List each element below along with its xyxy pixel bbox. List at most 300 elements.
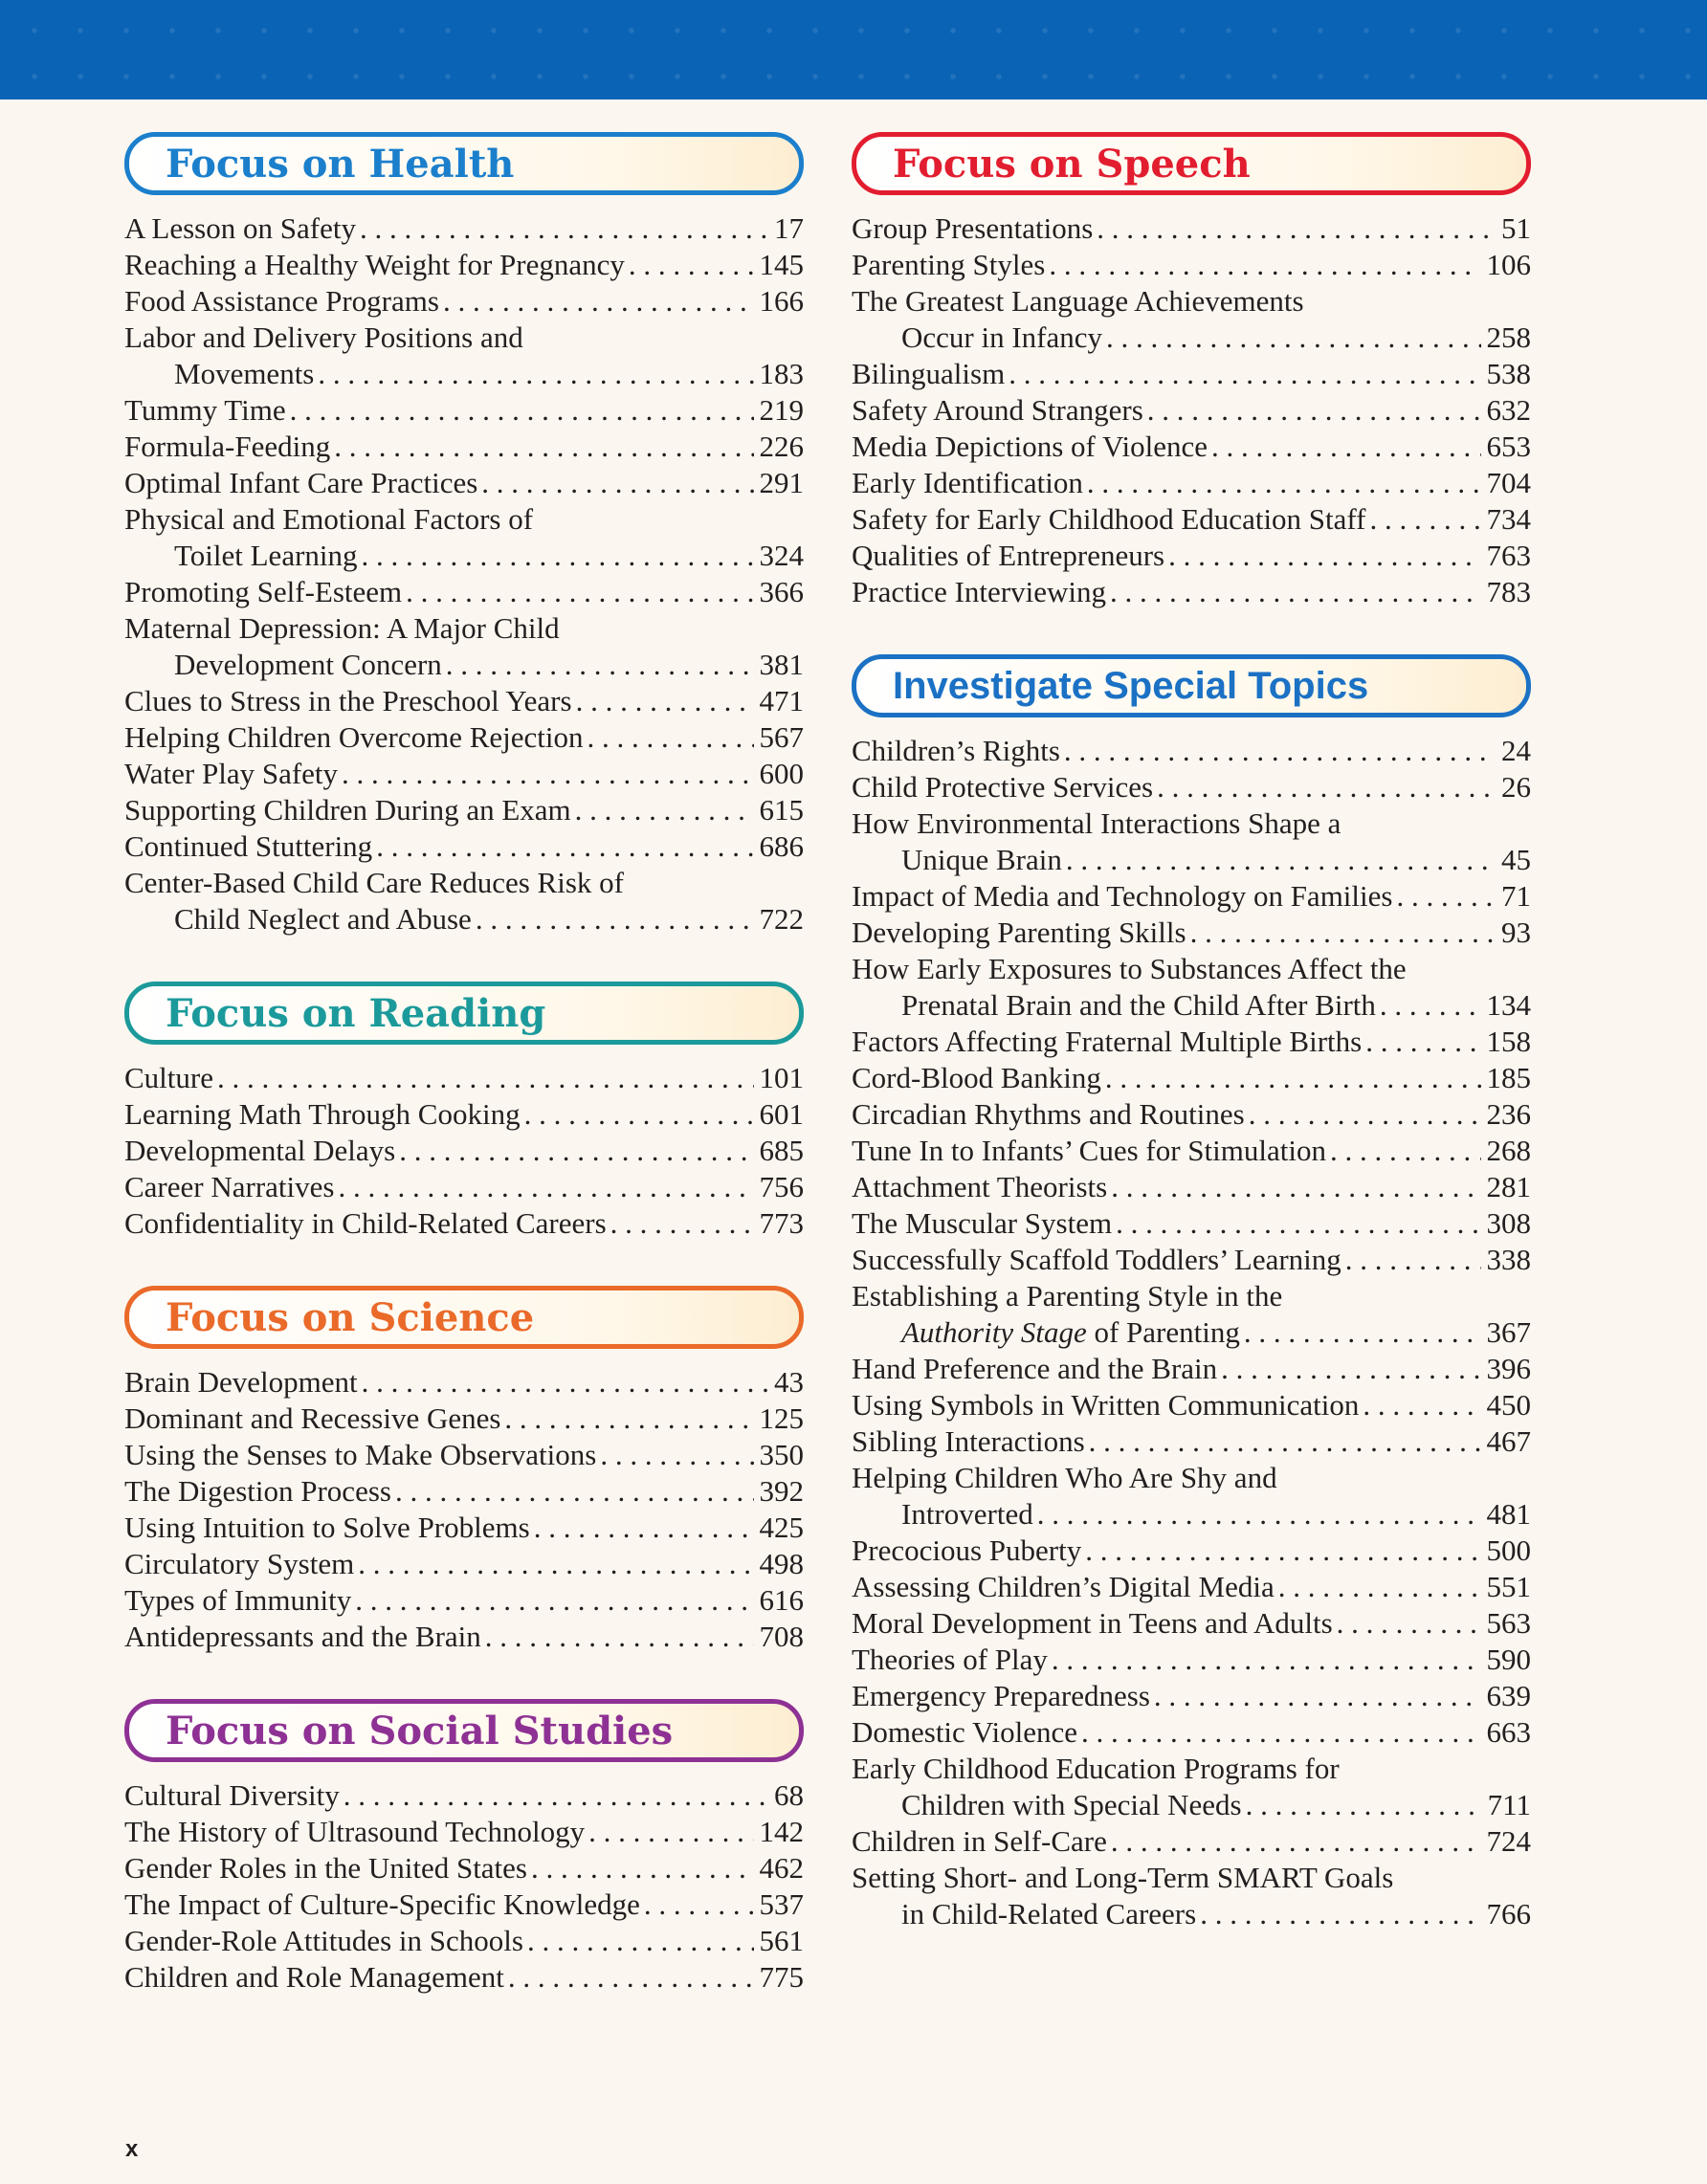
toc-line [124, 1546, 804, 1582]
entry-title: Helping Children Who Are Shy and [852, 1461, 1277, 1494]
toc-line [124, 647, 804, 683]
toc-entry [124, 392, 804, 429]
entry-title: Types of Immunity [124, 1583, 352, 1617]
dot-leader [1278, 1569, 1481, 1605]
dot-leader [1111, 1823, 1481, 1860]
entry-title-continued: Occur in Infancy [901, 320, 1103, 354]
dot-leader [508, 1959, 754, 1996]
toc-entry [124, 1582, 804, 1619]
toc-entry [852, 1714, 1531, 1751]
toc-entry [124, 1850, 804, 1886]
page-number: 500 [1486, 1533, 1531, 1567]
section-title: Investigate Special Topics [893, 664, 1369, 707]
toc-entry [852, 1642, 1531, 1678]
entry-title-wrap [901, 842, 1066, 878]
toc-line [124, 247, 804, 283]
dot-leader [576, 683, 754, 719]
page-number: 350 [759, 1438, 804, 1471]
entry-title: Helping Children Overcome Rejection [124, 720, 584, 754]
toc-line [852, 1787, 1531, 1823]
toc-entry [124, 828, 804, 865]
toc-line [852, 1823, 1531, 1860]
page-number: 590 [1486, 1643, 1531, 1676]
toc-entry [124, 792, 804, 828]
page-number: 708 [759, 1620, 804, 1653]
dot-leader [1168, 538, 1480, 574]
toc-line [852, 1314, 1531, 1351]
entry-title-italic: Authority Stage [901, 1315, 1087, 1349]
dot-leader [334, 429, 753, 465]
toc-entry [124, 683, 804, 719]
page-number: 381 [759, 648, 804, 681]
page-number: 324 [759, 539, 804, 572]
toc-line [124, 1364, 804, 1401]
entry-title-wrap [174, 538, 362, 574]
entry-title: Tummy Time [124, 393, 286, 427]
toc-entry [124, 1510, 804, 1546]
toc-entry [124, 320, 804, 392]
dot-leader [629, 247, 754, 283]
dot-leader [1085, 1533, 1480, 1569]
toc-entry [124, 610, 804, 683]
entry-title-wrap [174, 356, 318, 392]
toc-entry [852, 356, 1531, 392]
entry-title: Circulatory System [124, 1547, 355, 1580]
toc-entry [852, 1133, 1531, 1169]
page-number: 471 [759, 684, 804, 717]
toc-entry [124, 1401, 804, 1437]
toc-line [124, 1473, 804, 1510]
toc-entry [124, 465, 804, 501]
entry-title: Culture [124, 1061, 213, 1094]
page-number: 773 [759, 1206, 804, 1240]
dot-leader [1157, 769, 1496, 805]
dot-leader [399, 1133, 753, 1169]
page-number: 722 [759, 902, 804, 936]
entry-title: Formula-Feeding [124, 430, 331, 463]
dot-leader [446, 647, 754, 683]
toc-line [124, 574, 804, 610]
entry-list [852, 210, 1531, 610]
page-number: 766 [1486, 1897, 1531, 1930]
toc-entry [852, 1351, 1531, 1387]
toc-line [852, 1205, 1531, 1242]
page-number: 258 [1486, 320, 1531, 354]
entry-title: Using the Senses to Make Observations [124, 1438, 597, 1471]
dot-leader [1110, 574, 1481, 610]
entry-title: Attachment Theorists [852, 1170, 1108, 1203]
page-number: 338 [1486, 1243, 1531, 1276]
entry-title: A Lesson on Safety [124, 211, 356, 245]
toc-line [852, 320, 1531, 356]
toc-entry [852, 1533, 1531, 1569]
page-number: 704 [1486, 466, 1531, 499]
entry-list [124, 210, 804, 938]
entry-title: Career Narratives [124, 1170, 335, 1203]
dot-leader [1244, 1314, 1481, 1351]
toc-line [124, 429, 804, 465]
section-title: Focus on Health [166, 141, 515, 187]
toc-line [124, 756, 804, 792]
toc-entry [124, 1886, 804, 1923]
page-number: 183 [759, 357, 804, 390]
dot-leader [395, 1473, 754, 1510]
entry-title: Using Symbols in Written Communication [852, 1388, 1360, 1422]
toc-entry [124, 1096, 804, 1133]
dot-leader [588, 1814, 753, 1850]
entry-title-continued: Children with Special Needs [901, 1788, 1242, 1821]
page-number: 783 [1486, 575, 1531, 608]
page-number: 763 [1486, 539, 1531, 572]
section-focus-on-reading [124, 982, 804, 1242]
entry-title: Gender Roles in the United States [124, 1851, 527, 1885]
toc-entry [124, 247, 804, 283]
toc-line [124, 1923, 804, 1959]
toc-entry [852, 465, 1531, 501]
dot-leader [1064, 733, 1496, 769]
toc-entry [124, 1364, 804, 1401]
entry-title-continued: in Child-Related Careers [901, 1897, 1197, 1930]
top-color-band [0, 0, 1707, 99]
toc-line [852, 769, 1531, 805]
toc-line [124, 1619, 804, 1655]
toc-entry [852, 1423, 1531, 1460]
toc-line [852, 1533, 1531, 1569]
toc-line [852, 987, 1531, 1024]
toc-line [124, 1510, 804, 1546]
toc-entry [852, 1205, 1531, 1242]
section-header [124, 982, 804, 1045]
toc-entry [852, 1860, 1531, 1932]
toc-line [852, 1024, 1531, 1060]
dot-leader [1081, 1714, 1480, 1751]
entry-title-wrap [174, 647, 446, 683]
toc-entry [124, 1473, 804, 1510]
dot-leader [1009, 356, 1480, 392]
entry-title-continued: Toilet Learning [174, 539, 358, 572]
page-number: 71 [1501, 879, 1531, 913]
dot-leader [1087, 465, 1481, 501]
toc-line [124, 1777, 804, 1814]
entry-title: Cultural Diversity [124, 1778, 340, 1812]
toc-line [124, 538, 804, 574]
page-number: 166 [759, 284, 804, 318]
entry-title: Safety for Early Childhood Education Staff [852, 502, 1366, 536]
toc-line [124, 1814, 804, 1850]
toc-entry [124, 1546, 804, 1582]
toc-entry [124, 429, 804, 465]
toc-line [852, 574, 1531, 610]
toc-line [124, 1205, 804, 1242]
dot-leader [1037, 1496, 1481, 1533]
toc-line [852, 538, 1531, 574]
toc-entry [852, 1569, 1531, 1605]
page-number: 134 [1486, 988, 1531, 1022]
entry-title: Assessing Children’s Digital Media [852, 1570, 1275, 1603]
entry-list [124, 1060, 804, 1242]
dot-leader [1345, 1242, 1481, 1278]
dot-leader [1246, 1787, 1482, 1823]
entry-title: Moral Development in Teens and Adults [852, 1606, 1333, 1640]
toc-line [852, 1423, 1531, 1460]
toc-line [124, 1959, 804, 1996]
entry-title: Using Intuition to Solve Problems [124, 1511, 530, 1544]
entry-title: Child Protective Services [852, 770, 1154, 804]
entry-title: Food Assistance Programs [124, 284, 439, 318]
dot-leader [344, 1777, 768, 1814]
entry-title: The History of Ultrasound Technology [124, 1815, 586, 1848]
toc-line [124, 1096, 804, 1133]
toc-line [852, 247, 1531, 283]
toc-entry [852, 1823, 1531, 1860]
entry-list [852, 733, 1531, 1932]
section-title: Focus on Social Studies [166, 1708, 674, 1754]
toc-line [124, 683, 804, 719]
section-header [852, 654, 1531, 717]
page-number: 142 [759, 1815, 804, 1848]
toc-entry [852, 1387, 1531, 1423]
dot-leader [1066, 842, 1496, 878]
dot-leader [406, 574, 753, 610]
entry-title: Establishing a Parenting Style in the [852, 1279, 1283, 1313]
toc-entry [124, 1169, 804, 1205]
entry-title: Early Childhood Education Programs for [852, 1752, 1340, 1785]
toc-line [852, 1242, 1531, 1278]
dot-leader [1396, 878, 1496, 915]
entry-title: Theories of Play [852, 1643, 1048, 1676]
page-number: 653 [1486, 430, 1531, 463]
toc-entry [852, 501, 1531, 538]
page-number: 537 [759, 1887, 804, 1921]
entry-title: Group Presentations [852, 211, 1094, 245]
entry-title: Media Depictions of Violence [852, 430, 1208, 463]
dot-leader [524, 1096, 754, 1133]
entry-title: Maternal Depression: A Major Child [124, 611, 560, 645]
dot-leader [217, 1060, 754, 1096]
entry-title-continued: Movements [174, 357, 315, 390]
dot-leader [600, 1437, 753, 1473]
dot-leader [290, 392, 754, 429]
toc-entry [124, 574, 804, 610]
entry-title: The Digestion Process [124, 1474, 391, 1508]
dot-leader [1221, 1351, 1480, 1387]
dot-leader [575, 792, 754, 828]
dot-leader [1337, 1605, 1481, 1642]
entry-title: How Early Exposures to Substances Affect the [852, 952, 1407, 985]
entry-title-continued: Introverted [901, 1497, 1033, 1531]
toc-entry [852, 247, 1531, 283]
page-number: 425 [759, 1511, 804, 1544]
dot-leader [355, 1582, 753, 1619]
dot-leader [1116, 1205, 1480, 1242]
entry-title-continued: Development Concern [174, 648, 442, 681]
toc-entry [124, 283, 804, 320]
page-number: 734 [1486, 502, 1531, 536]
entry-title: Practice Interviewing [852, 575, 1106, 608]
page-number: 498 [759, 1547, 804, 1580]
toc-entry [124, 756, 804, 792]
entry-title: Children in Self-Care [852, 1824, 1107, 1858]
dot-leader [376, 828, 753, 865]
page-number: 101 [759, 1061, 804, 1094]
page-number: 663 [1486, 1715, 1531, 1749]
entry-title: Children and Role Management [124, 1960, 504, 1994]
page-number: 366 [759, 575, 804, 608]
entry-title: Reaching a Healthy Weight for Pregnancy [124, 248, 625, 281]
toc-line [124, 719, 804, 756]
page-number: 561 [759, 1924, 804, 1957]
entry-title: Confidentiality in Child-Related Careers [124, 1206, 607, 1240]
toc-line [852, 1642, 1531, 1678]
page-number: 308 [1486, 1206, 1531, 1240]
dot-leader [318, 356, 753, 392]
page-number: 538 [1486, 357, 1531, 390]
dot-leader [1200, 1896, 1480, 1932]
page-number: 236 [1486, 1097, 1531, 1131]
toc-entry [852, 878, 1531, 915]
page-number: 481 [1486, 1497, 1531, 1531]
page-number: 632 [1486, 393, 1531, 427]
dot-leader [1089, 1423, 1481, 1460]
section-investigate-special-topics [852, 654, 1531, 1932]
page-number: 219 [759, 393, 804, 427]
toc-line [852, 392, 1531, 429]
section-title: Focus on Science [166, 1294, 535, 1340]
entry-title: The Impact of Culture-Specific Knowledge [124, 1887, 640, 1921]
entry-title-continued: Child Neglect and Abuse [174, 902, 472, 936]
page-number: 226 [759, 430, 804, 463]
toc-entry [852, 1605, 1531, 1642]
entry-title: Dominant and Recessive Genes [124, 1401, 501, 1435]
dot-leader [1365, 1024, 1480, 1060]
dot-leader [1052, 1642, 1481, 1678]
entry-title: Early Identification [852, 466, 1083, 499]
toc-line [124, 210, 804, 247]
toc-line [852, 1096, 1531, 1133]
page-number: 616 [759, 1583, 804, 1617]
toc-entry [852, 1751, 1531, 1823]
entry-title: Developmental Delays [124, 1134, 396, 1167]
page-number: 601 [759, 1097, 804, 1131]
toc-entry [124, 1133, 804, 1169]
toc-entry [124, 1205, 804, 1242]
toc-entry [852, 210, 1531, 247]
toc-line [852, 1351, 1531, 1387]
page-number: 17 [774, 211, 804, 245]
dot-leader [1249, 1096, 1481, 1133]
entry-title: Continued Stuttering [124, 829, 373, 863]
entry-title: Impact of Media and Technology on Families [852, 879, 1393, 913]
page-number: 686 [759, 829, 804, 863]
page-number: 24 [1501, 734, 1531, 767]
dot-leader [1105, 1060, 1481, 1096]
dot-leader [531, 1850, 754, 1886]
toc-entry [852, 283, 1531, 356]
dot-leader [485, 1619, 754, 1655]
dot-leader [1211, 429, 1480, 465]
entry-title: Water Play Safety [124, 757, 339, 790]
toc-line [852, 1133, 1531, 1169]
dot-leader [1147, 392, 1481, 429]
toc-entry [852, 392, 1531, 429]
dot-leader [1111, 1169, 1480, 1205]
entry-title: The Greatest Language Achievements [852, 284, 1304, 318]
entry-title: Sibling Interactions [852, 1424, 1085, 1458]
dot-leader [338, 1169, 753, 1205]
toc-entry [124, 1814, 804, 1850]
entry-title: Parenting Styles [852, 248, 1046, 281]
entry-title: Successfully Scaffold Toddlers’ Learning [852, 1243, 1341, 1276]
toc-line [852, 429, 1531, 465]
toc-line [124, 792, 804, 828]
toc-line [124, 1169, 804, 1205]
entry-title: Bilingualism [852, 357, 1006, 390]
section-header [124, 1286, 804, 1349]
entry-title: Promoting Self-Esteem [124, 575, 403, 608]
page-number: 93 [1501, 916, 1531, 949]
toc-entry [124, 210, 804, 247]
entry-title: Setting Short- and Long-Term SMART Goals [852, 1861, 1394, 1894]
page-number: 685 [759, 1134, 804, 1167]
left-column [124, 132, 804, 2040]
section-header [124, 1699, 804, 1762]
entry-list [124, 1777, 804, 1996]
page-number: 467 [1486, 1424, 1531, 1458]
page-number: 367 [1486, 1315, 1531, 1349]
dot-leader [587, 719, 754, 756]
entry-title-continued: Prenatal Brain and the Child After Birth [901, 988, 1376, 1022]
toc-entry [852, 538, 1531, 574]
page-number: 711 [1487, 1788, 1531, 1821]
entry-title: Supporting Children During an Exam [124, 793, 571, 827]
toc-line [852, 1387, 1531, 1423]
entry-title: Emergency Preparedness [852, 1679, 1150, 1712]
page-number: 45 [1501, 843, 1531, 876]
toc-line [852, 1896, 1531, 1932]
entry-title: Clues to Stress in the Preschool Years [124, 684, 572, 717]
entry-title-continued: of Parenting [1086, 1315, 1240, 1349]
toc-entry [852, 805, 1531, 878]
toc-entry [852, 1460, 1531, 1533]
dot-leader [342, 756, 753, 792]
toc-line [852, 501, 1531, 538]
section-focus-on-social-studies [124, 1699, 804, 1996]
toc-entry [124, 501, 804, 574]
entry-title-wrap [174, 901, 476, 938]
entry-title: Qualities of Entrepreneurs [852, 539, 1165, 572]
toc-line [852, 1569, 1531, 1605]
toc-entry [852, 1060, 1531, 1096]
page-number: 291 [759, 466, 804, 499]
toc-entry [124, 865, 804, 938]
toc-entry [124, 1437, 804, 1473]
section-focus-on-speech [852, 132, 1531, 610]
dot-leader [476, 901, 754, 938]
entry-title: Developing Parenting Skills [852, 916, 1186, 949]
page-number: 106 [1486, 248, 1531, 281]
toc-line [124, 1850, 804, 1886]
toc-line [124, 1582, 804, 1619]
toc-line [124, 1060, 804, 1096]
toc-entry [852, 1024, 1531, 1060]
page-number: 756 [759, 1170, 804, 1203]
entry-title-continued: Unique Brain [901, 843, 1062, 876]
entry-title: Center-Based Child Care Reduces Risk of [124, 866, 624, 899]
toc-entry [852, 915, 1531, 951]
dot-leader [1190, 915, 1496, 951]
dot-leader [1380, 987, 1481, 1024]
page-number: 51 [1501, 211, 1531, 245]
